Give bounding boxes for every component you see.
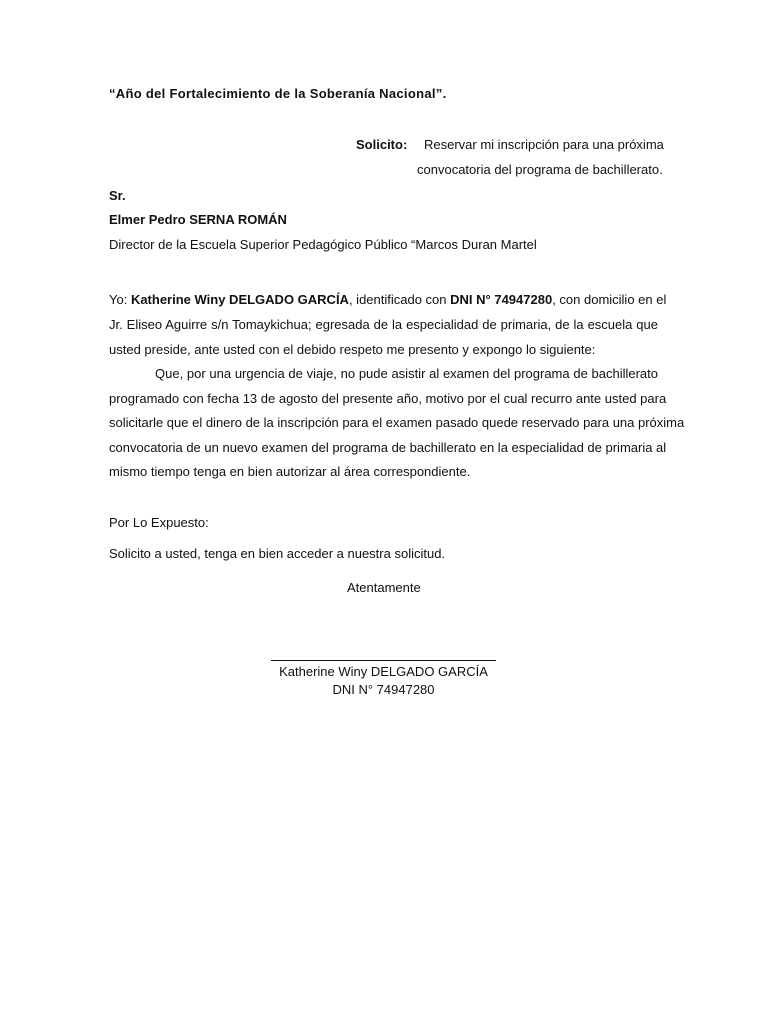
applicant-name: Katherine Winy DELGADO GARCÍA <box>130 292 349 307</box>
request-line-1: Que, por una urgencia de viaje, no pude asistir al examen del programa de bachillerato <box>155 366 658 381</box>
applicant-dni: DNI N° 74947280 <box>450 292 553 307</box>
recipient-name: Elmer Pedro SERNA ROMÁN <box>109 212 287 227</box>
request-line-4: convocatoria de un nuevo examen del programa de bachillerato en la especialidad de primaria al <box>109 439 667 455</box>
intro-yo: Yo: <box>109 292 131 307</box>
salutation: Sr. <box>109 188 126 203</box>
intro-line-3: usted preside, ante usted con el debido respeto me presento y expongo lo siguiente: <box>109 342 596 357</box>
request-line-5: mismo tiempo tenga en bien autorizar al área correspondiente. <box>109 464 471 480</box>
intro-identified: , identificado con <box>348 292 451 307</box>
closing: Atentamente <box>347 580 421 595</box>
signature-dni: DNI N° 74947280 <box>332 682 435 697</box>
recipient-title: Director de la Escuela Superior Pedagógico Público “Marcos Duran Martel <box>109 237 537 252</box>
por-lo-expuesto: Por Lo Expuesto: <box>109 515 209 530</box>
intro-domicile: , con domicilio en el <box>552 292 667 307</box>
request-line-3: solicitarle que el dinero de la inscripción para el examen pasado quede reservado para una próxima <box>109 415 685 431</box>
solicito-subject-line-2: convocatoria del programa de bachillerato. <box>417 162 663 177</box>
request-line-2: programado con fecha 13 de agosto del presente año, motivo por el cual recurro ante usted para <box>109 390 667 406</box>
request-paragraph <box>109 362 685 485</box>
intro-paragraph <box>109 287 667 362</box>
signature-line <box>271 660 496 661</box>
intro-line-2: Jr. Eliseo Aguirre s/n Tomaykichua; egresada de la especialidad de primaria, de la escuela que <box>109 317 658 332</box>
solicito-label: Solicito: <box>356 137 408 152</box>
solicito-subject-line-1: Reservar mi inscripción para una próxima <box>424 137 664 152</box>
intro-line-1 <box>109 287 667 312</box>
year-title: “Año del Fortalecimiento de la Soberanía Nacional”. <box>109 86 447 101</box>
final-request: Solicito a usted, tenga en bien acceder a nuestra solicitud. <box>109 546 446 561</box>
signature-name: Katherine Winy DELGADO GARCÍA <box>279 664 488 679</box>
